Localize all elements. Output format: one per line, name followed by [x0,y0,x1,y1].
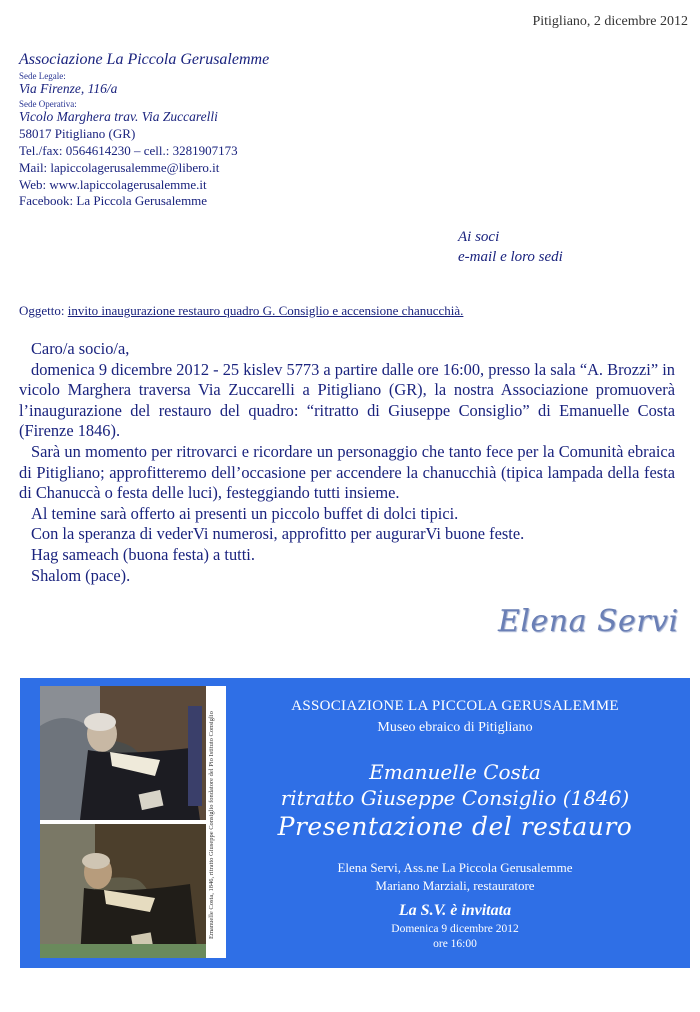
legal-office-label: Sede Legale: [19,71,66,81]
subject-text: invito inaugurazione restauro quadro G. Consiglio e accensione chanucchià. [67,303,464,318]
recipient-line-2: e-mail e loro sedi [458,249,563,265]
sender-city: 58017 Pitigliano (GR) [19,126,136,141]
sender-web: Web: www.lapiccolagerusalemme.it [19,177,207,192]
sender-phone: Tel./fax: 0564614230 – cell.: 3281907173 [19,143,238,158]
invitation-date: Domenica 9 dicembre 2012 [391,923,519,935]
photo-caption: Emanuelle Costa, 1846, ritratto Giuseppe Consiglio fondatore del Pio Istituto Consiglio [208,711,215,939]
letter-greeting: Caro/a socio/a, [31,339,130,358]
invitation-museum: Museo ebraico di Pitigliano [377,720,533,735]
sender-facebook: Facebook: La Piccola Gerusalemme [19,193,208,208]
letter-paragraph: Sarà un momento per ritrovarci e ricordare un personaggio che tanto fece per la Comunità ebraica di Pitigliano; approfitteremo dell’occasione per accendere la chanucchià (tipica lampada della festa di Chanuccà o festa delle luci), festeggiando tutti insieme. [19,441,675,503]
invitation-org: ASSOCIAZIONE LA PICCOLA GERUSALEMME [291,698,619,714]
invitation-time: ore 16:00 [433,938,477,950]
letter-paragraph: Al temine sarà offerto ai presenti un piccolo buffet di dolci tipici. [31,503,459,523]
letter-paragraph: domenica 9 dicembre 2012 - 25 kislev 5773 a partire dalle ore 16:00, presso la sala “A. Brozzi” in vicolo Marghera traversa Via Zuccarelli a Pitigliano (GR), la nostra Associazione promuoverà l’inaugurazione del restauro del quadro: “ritratto di Giuseppe Consiglio” di Emanuelle Costa (Firenze 1846). [19,359,675,441]
operative-office-address: Vicolo Marghera trav. Via Zuccarelli [19,109,218,124]
letter-body [19,339,675,586]
invitation-restorer: Mariano Marziali, restauratore [375,878,535,893]
portrait-photos [40,686,226,958]
invitation-presentation: Presentazione del restauro [277,812,633,841]
invitation-speaker: Elena Servi, Ass.ne La Piccola Gerusalemme [337,860,573,875]
portrait-image-top [40,686,206,820]
invitation-invited: La S.V. è invitata [398,902,512,919]
letter-paragraph: Hag sameach (buona festa) a tutti. [31,544,255,564]
letter-date: Pitigliano, 2 dicembre 2012 [532,14,688,29]
letter-paragraph: Con la speranza di vederVi numerosi, approfitto per augurarVi buone feste. [31,524,525,544]
legal-office-address: Via Firenze, 116/a [19,81,118,96]
invitation-artist: Emanuelle Costa [369,760,541,784]
recipient-line-1: Ai soci [458,229,500,245]
sender-name: Associazione La Piccola Gerusalemme [19,51,270,68]
signature: Elena Servi [498,604,679,639]
sender-mail: Mail: lapiccolagerusalemme@libero.it [19,160,220,175]
invitation-card [20,678,690,968]
subject-label: Oggetto: [19,303,68,318]
portrait-image-bottom [40,824,206,958]
subject-line [19,303,463,319]
operative-office-label: Sede Operativa: [19,99,77,109]
invitation-painting: ritratto Giuseppe Consiglio (1846) [280,786,630,810]
letter-paragraph: Shalom (pace). [31,565,131,585]
